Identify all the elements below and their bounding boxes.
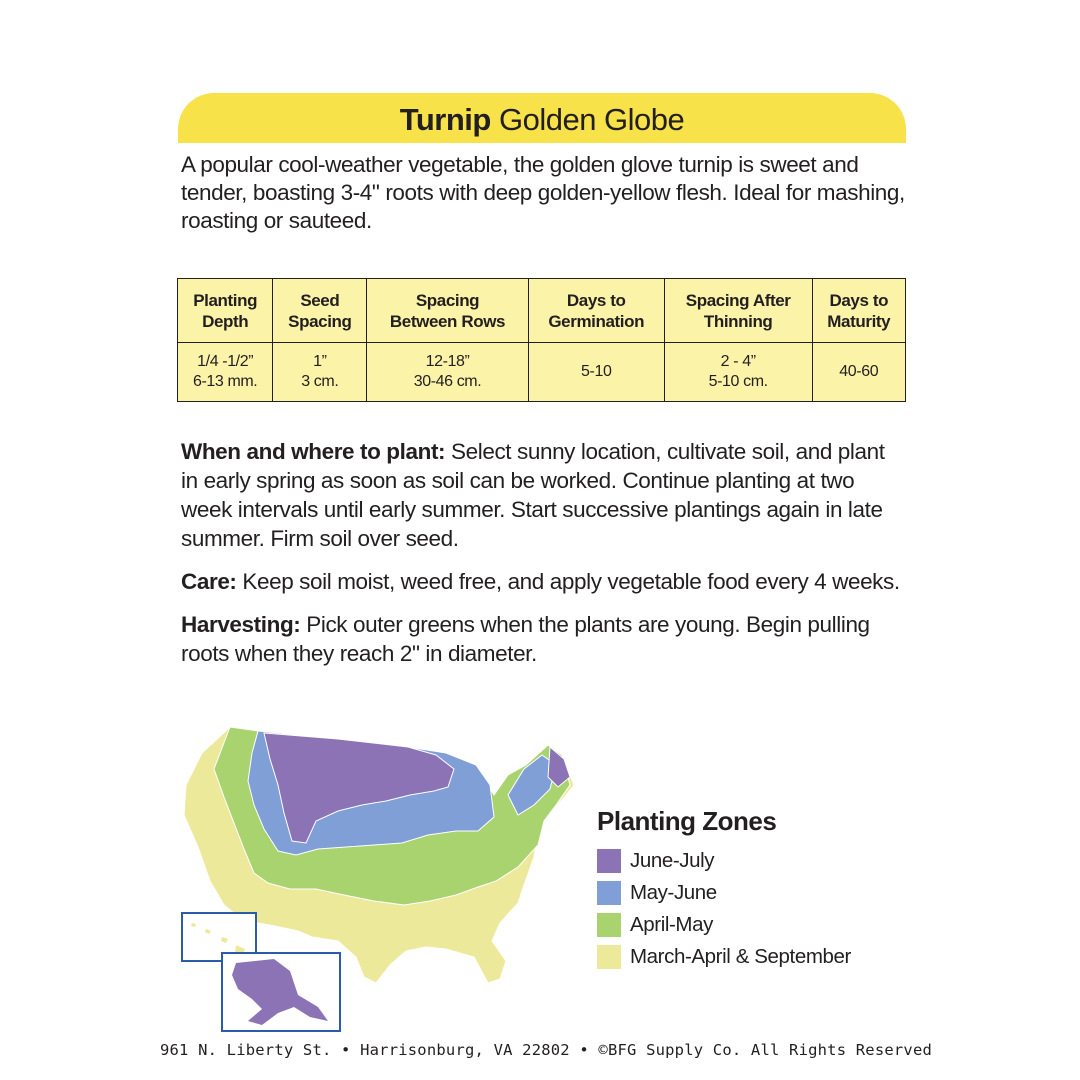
header-thinning: Spacing After Thinning [664, 279, 812, 343]
value-row-spacing: 12-18” 30-46 cm. [367, 343, 528, 402]
value-seed-spacing: 1” 3 cm. [273, 343, 367, 402]
header-germination: Days to Germination [528, 279, 664, 343]
care-text: Keep soil moist, weed free, and apply vegetable food every 4 weeks. [236, 569, 900, 594]
value-germination: 5-10 [528, 343, 664, 402]
header-row-spacing: Spacing Between Rows [367, 279, 528, 343]
care-section [181, 567, 901, 596]
harvesting-label: Harvesting: [181, 612, 301, 637]
value-thinning: 2 - 4” 5-10 cm. [664, 343, 812, 402]
legend-swatch [597, 881, 621, 905]
header-seed-spacing: Seed Spacing [273, 279, 367, 343]
header-planting-depth: Planting Depth [178, 279, 273, 343]
product-variety: Golden Globe [498, 102, 685, 137]
harvesting-text: Pick outer greens when the plants are young. Begin pulling roots when they reach 2" in diameter. [181, 612, 870, 666]
product-name: Turnip [399, 102, 491, 137]
planting-specs-table [177, 278, 906, 402]
title-banner [178, 93, 906, 143]
planting-zones-map [178, 725, 588, 1035]
planting-zones-legend [597, 806, 851, 973]
header-maturity: Days to Maturity [812, 279, 905, 343]
specs-value-row [178, 343, 906, 402]
product-title [400, 102, 685, 137]
legend-title: Planting Zones [597, 806, 777, 836]
legend-item-june-july: June-July [597, 845, 851, 877]
harvesting-section [181, 610, 901, 668]
product-description: A popular cool-weather vegetable, the golden glove turnip is sweet and tender, boasting 3-4" roots with deep golden-yellow flesh. Ideal for mashing, roasting or sauteed. [181, 152, 905, 233]
specs-header-row [178, 279, 906, 343]
value-maturity: 40-60 [812, 343, 905, 402]
footer-address: 961 N. Liberty St. • Harrisonburg, VA 22802 • ©BFG Supply Co. All Rights Reserved [159, 1041, 933, 1059]
legend-item-april-may: April-May [597, 909, 851, 941]
legend-item-may-june: May-June [597, 877, 851, 909]
when-where-section [181, 437, 901, 553]
when-where-label: When and where to plant: [181, 439, 446, 464]
legend-item-march-september: March-April & September [597, 941, 851, 973]
when-where-text: Select sunny location, cultivate soil, and plant in early spring as soon as soil can be worked. Continue planting at two week intervals until early summer. Start successive plantings again in late summer. Firm soil over seed. [181, 439, 885, 551]
legend-swatch [597, 945, 621, 969]
legend-swatch [597, 913, 621, 937]
care-label: Care: [181, 569, 237, 594]
value-planting-depth: 1/4 -1/2” 6-13 mm. [178, 343, 273, 402]
legend-swatch [597, 849, 621, 873]
